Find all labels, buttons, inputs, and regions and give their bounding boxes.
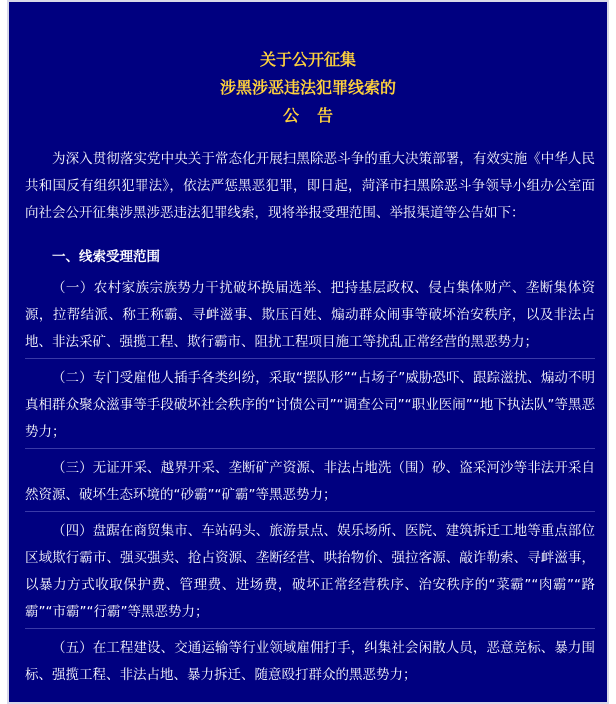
announcement-title: [7, 46, 609, 130]
intro-paragraph: 为深入贯彻落实党中央关于常态化开展扫黑除恶斗争的重大决策部署，有效实施《中华人民共和国反有组织犯罪法》，依法严惩黑恶犯罪，即日起，菏泽市扫黑除恶斗争领导小组办公室面向社会公开征集涉黑涉恶违法犯罪线索，现将举报受理范围、举报渠道等公告如下：: [25, 151, 595, 221]
title-line-3-text: 公告: [282, 106, 351, 125]
list-item: （一）农村家族宗族势力干扰破坏换届选举、把持基层政权、侵占集体财产、垄断集体资源，拉帮结派、称王称霸、寻衅滋事、欺压百姓、煽动群众闹事等破坏治安秩序，以及非法占地、非法采矿、强揽工程、欺行霸市、阻扰工程项目施工等扰乱正常经营的黑恶势力；: [25, 280, 595, 350]
divider: [25, 511, 595, 512]
list-item: （四）盘踞在商贸集市、车站码头、旅游景点、娱乐场所、医院、建筑拆迁工地等重点部位区域欺行霸市、强买强卖、抢占资源、垄断经营、哄抬物价、强拉客源、敲诈勒索、寻衅滋事，以暴力方式收取保护费、管理费、进场费，破坏正常经营秩序、治安秩序的“菜霸”“肉霸”“路霸”“市霸”“行霸”等黑恶势力；: [25, 523, 595, 620]
title-line-1: 关于公开征集: [259, 50, 356, 69]
title-line-2: 涉黑涉恶违法犯罪线索的: [219, 78, 396, 97]
section-heading: 一、线索受理范围: [52, 249, 160, 265]
announcement-panel: [7, 0, 609, 704]
title-line-3: [7, 102, 609, 130]
list-item: （五）在工程建设、交通运输等行业领域雇佣打手，纠集社会闲散人员，恶意竞标、暴力围标、强揽工程、非法占地、暴力拆迁、随意殴打群众的黑恶势力；: [25, 640, 595, 683]
list-item: （三）无证开采、越界开采、垄断矿产资源、非法占地洗（围）砂、盗采河沙等非法开采自然资源、破坏生态环境的“砂霸”“矿霸”等黑恶势力；: [25, 460, 595, 503]
list-item: （二）专门受雇他人插手各类纠纷，采取“摆队形”“占场子”威胁恐吓、跟踪滋扰、煽动不明真相群众聚众滋事等手段破坏社会秩序的“讨债公司”“调查公司”“职业医闹”“地下执法队”等黑恶势力；: [25, 370, 595, 440]
announcement-body: [25, 146, 595, 689]
divider: [25, 358, 595, 359]
divider: [25, 628, 595, 629]
divider: [25, 448, 595, 449]
